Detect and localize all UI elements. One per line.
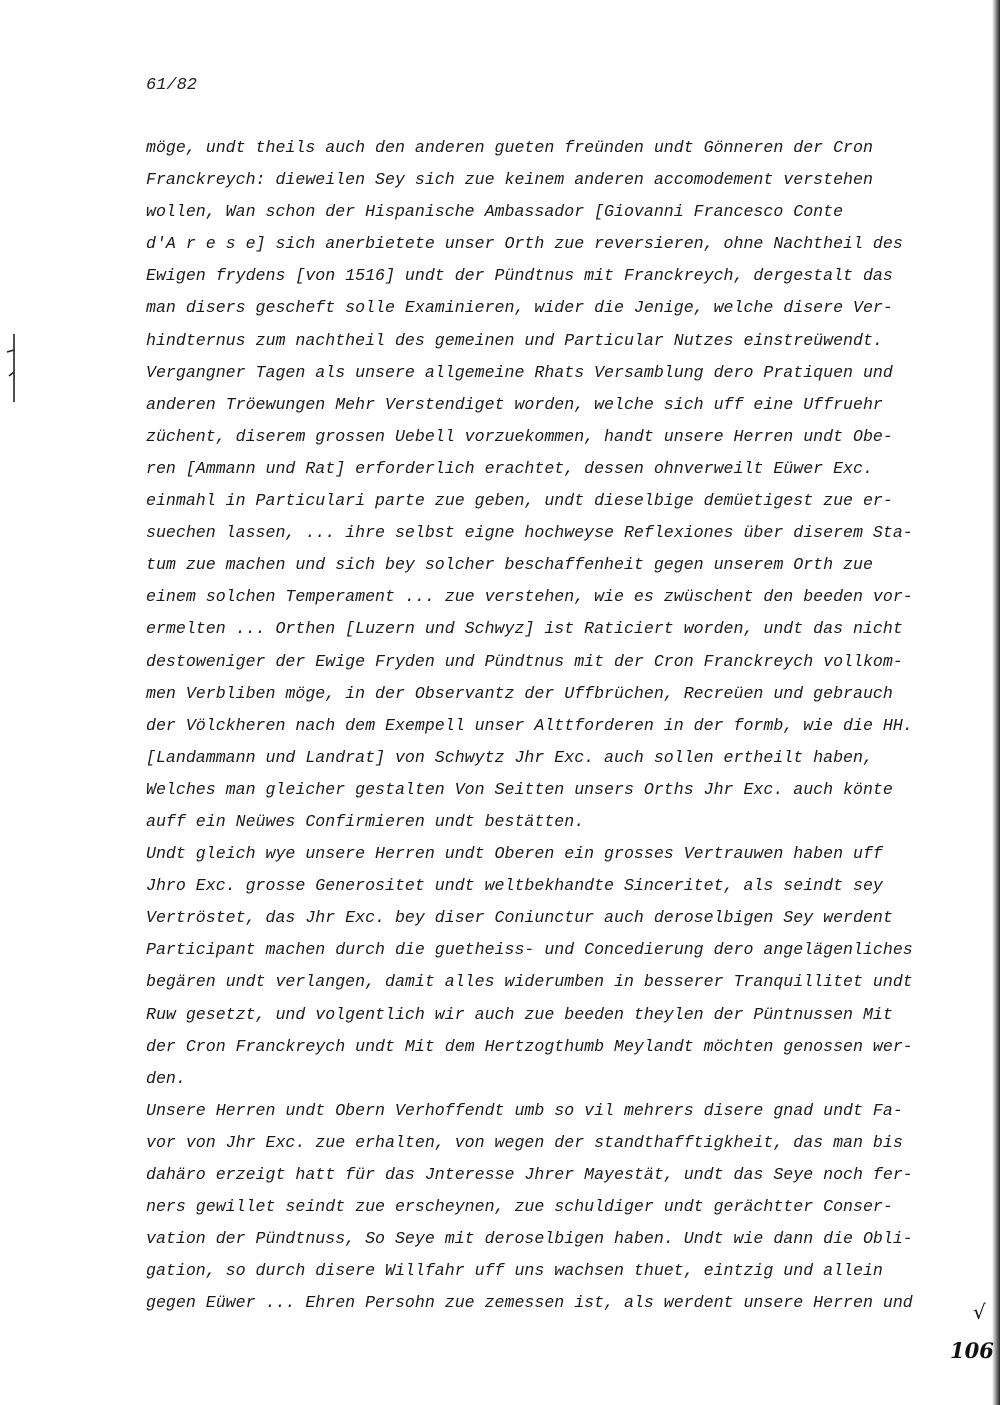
text-line: gegen Eüwer ... Ehren Persohn zue zemessen ist, als werdent unsere Herren und: [146, 1293, 913, 1313]
text-line: men Verbliben möge, in der Observantz der Uffbrüchen, Recreüen und gebrauch: [146, 683, 893, 703]
text-line: man disers gescheft solle Examinieren, wider die Jenige, welche disere Ver-: [146, 298, 893, 318]
text-line: suechen lassen, ... ihre selbst eigne hochweyse Reflexiones über diserem Sta-: [146, 523, 913, 543]
text-line: ners gewillet seindt zue erscheynen, zue schuldiger undt gerächtter Conser-: [146, 1197, 893, 1217]
text-line: d'A r e s e] sich anerbietete unser Orth zue reversieren, ohne Nachtheil des: [146, 234, 903, 254]
text-line: destoweniger der Ewige Fryden und Pündtnus mit der Cron Franckreych vollkom-: [146, 651, 903, 671]
folio-number: 106: [950, 1338, 994, 1363]
margin-bracket-mark: [5, 332, 19, 404]
text-line: wollen, Wan schon der Hispanische Ambassador [Giovanni Francesco Conte: [146, 202, 844, 222]
folio-check-mark: √: [973, 1300, 986, 1324]
text-line: tum zue machen und sich bey solcher beschaffenheit gegen unserem Orth zue: [146, 555, 873, 575]
text-line: Ewigen frydens [von 1516] undt der Pündtnus mit Franckreych, dergestalt das: [146, 266, 893, 286]
text-line: züchent, diserem grossen Uebell vorzuekommen, handt unsere Herren undt Obe-: [146, 426, 893, 446]
text-line: [Landammann und Landrat] von Schwytz Jhr Exc. auch sollen ertheilt haben,: [146, 747, 873, 767]
page-number: 61/82: [146, 76, 198, 95]
text-line: Participant machen durch die guetheiss- und Concedierung dero angelägenliches: [146, 940, 913, 960]
text-line: Vertröstet, das Jhr Exc. bey diser Coniunctur auch deroselbigen Sey werdent: [146, 908, 893, 928]
scan-edge-shadow: [992, 0, 1000, 1405]
text-line: Ruw gesetzt, und volgentlich wir auch zue beeden theylen der Püntnussen Mit: [146, 1004, 893, 1024]
text-line: Franckreych: dieweilen Sey sich zue keinem anderen accomodement verstehen: [146, 170, 873, 190]
text-line: vor von Jhr Exc. zue erhalten, von wegen der standthafftigkheit, das man bis: [146, 1132, 903, 1152]
text-line: der Cron Franckreych undt Mit dem Hertzogthumb Meylandt möchten genossen wer-: [146, 1036, 913, 1056]
text-line: auff ein Neüwes Confirmieren undt bestätten.: [146, 811, 585, 831]
text-line: Undt gleich wye unsere Herren undt Oberen ein grosses Vertrauwen haben uff: [146, 844, 883, 864]
text-line: ermelten ... Orthen [Luzern und Schwyz] ist Raticiert worden, undt das nicht: [146, 619, 903, 639]
text-line: gation, so durch disere Willfahr uff uns wachsen thuet, eintzig und allein: [146, 1261, 883, 1281]
text-line: der Völckheren nach dem Exempell unser Alttforderen in der formb, wie die HH.: [146, 715, 913, 735]
text-line: Jhro Exc. grosse Generositet undt weltbekhandte Sinceritet, als seindt sey: [146, 876, 883, 896]
text-line: ren [Ammann und Rat] erforderlich erachtet, dessen ohnverweilt Eüwer Exc.: [146, 458, 873, 478]
text-line: den.: [146, 1068, 186, 1088]
text-line: Vergangner Tagen als unsere allgemeine Rhats Versamblung dero Pratiquen und: [146, 362, 893, 382]
text-line: einem solchen Temperament ... zue verstehen, wie es zwüschent den beeden vor-: [146, 587, 913, 607]
text-line: möge, undt theils auch den anderen gueten freünden undt Gönneren der Cron: [146, 138, 873, 157]
text-line: vation der Pündtnuss, So Seye mit deroselbigen haben. Undt wie dann die Obli-: [146, 1229, 913, 1249]
typed-transcription: [146, 132, 936, 1319]
text-line: Unsere Herren undt Obern Verhoffendt umb so vil mehrers disere gnad undt Fa-: [146, 1100, 903, 1120]
text-line: dahäro erzeigt hatt für das Jnteresse Jhrer Mayestät, undt das Seye noch fer-: [146, 1165, 913, 1184]
text-line: hindternus zum nachtheil des gemeinen und Particular Nutzes einstreüwendt.: [146, 330, 883, 350]
text-line: begären undt verlangen, damit alles widerumben in besserer Tranquillitet undt: [146, 972, 913, 992]
text-line: Welches man gleicher gestalten Von Seitten unsers Orths Jhr Exc. auch könte: [146, 779, 893, 799]
text-line: einmahl in Particulari parte zue geben, undt dieselbige demüetigest zue er-: [146, 491, 893, 511]
text-line: anderen Tröewungen Mehr Verstendiget worden, welche sich uff eine Uffruehr: [146, 394, 883, 414]
